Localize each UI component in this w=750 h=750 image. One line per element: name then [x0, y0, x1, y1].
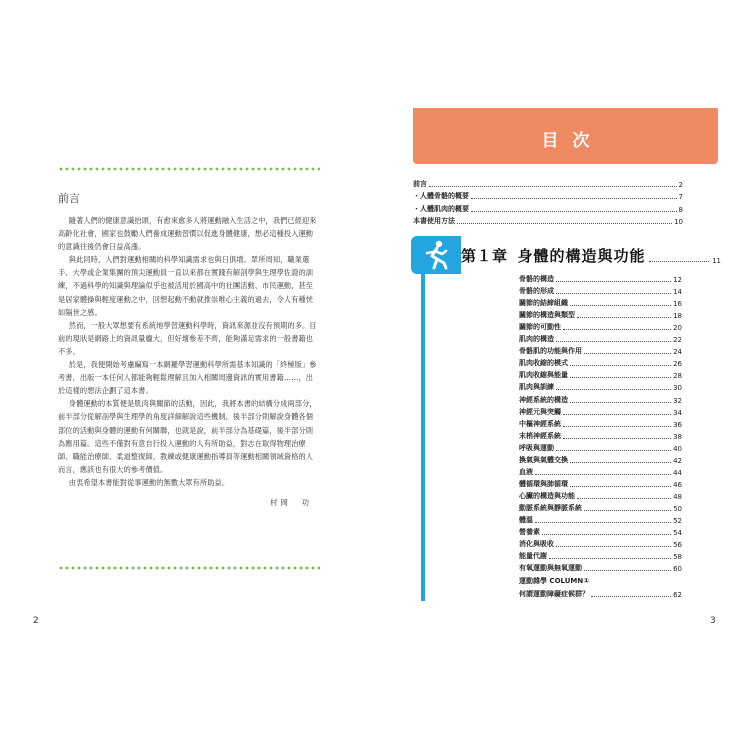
decorative-dotted-line-bottom: [58, 566, 320, 570]
dot-leader: [556, 341, 671, 342]
section-page: 42: [673, 456, 682, 465]
toc-title: 目次: [541, 131, 604, 151]
chapter-heading[interactable]: [461, 245, 721, 266]
section-label: 血液: [519, 467, 533, 476]
chapter-badge: [411, 236, 461, 274]
section-page: 48: [673, 492, 682, 501]
dot-leader: [570, 365, 671, 366]
section-label: 末梢神經系統: [519, 431, 561, 440]
preface-paragraph: 於是，我便開始考慮編寫一本網羅學習運動科學所需基本知識的「終極版」參考書，出版一本任何人都能夠輕鬆理解且加入相關周邊資訊的實用書籍……，出於這樣的想法企劃了這本書。: [58, 360, 317, 396]
section-page: 56: [673, 541, 682, 550]
toc-front-entries: [413, 176, 683, 226]
section-page: 12: [673, 276, 682, 285]
section-page: 14: [673, 288, 682, 297]
toc-entry-page: 10: [674, 218, 683, 227]
toc-entry-label: ・人體肌肉的概要: [413, 204, 469, 213]
column-entry[interactable]: [519, 576, 682, 599]
section-label: 換氣與氣體交換: [519, 455, 568, 464]
section-label: 中樞神經系統: [519, 419, 561, 428]
section-page: 30: [673, 384, 682, 393]
dot-leader: [584, 353, 671, 354]
dot-leader: [535, 522, 671, 523]
toc-entry-page: 7: [678, 193, 683, 202]
toc-section-entry[interactable]: [519, 549, 682, 561]
dot-leader: [457, 222, 672, 224]
preface-paragraph: 與此同時，人們對運動相關的科學知識需求也與日俱增。眾所周知，職業選手、大學或企業集團的頂尖運動員一直以來都在實踐有解剖學與生理學佐證的訓練，不過科學的知識與理論似乎也被活用於國高中的社團活動、市民運動，甚至是居家體操與輕度運動之中，回想起動不動就推崇唯心主義的過去，令人有種恍如隔世之感。: [58, 255, 314, 317]
dot-leader: [429, 185, 677, 187]
section-label: 心臟的構造與功能: [519, 491, 575, 500]
section-label: 關節的結締組織: [519, 299, 568, 308]
toc-section-entry[interactable]: [519, 477, 682, 489]
dot-leader: [556, 546, 671, 547]
dot-leader: [570, 462, 671, 463]
dot-leader: [570, 377, 671, 378]
toc-section-entry[interactable]: [519, 284, 682, 296]
chapter-number: 第１章: [461, 247, 508, 265]
section-page: 38: [673, 432, 682, 441]
dot-leader: [584, 570, 671, 571]
dot-leader: [563, 438, 671, 439]
toc-section-entry[interactable]: [519, 441, 682, 453]
toc-section-entry[interactable]: [519, 489, 682, 501]
dot-leader: [584, 510, 671, 511]
column-heading: 運動雜學 COLUMN①: [519, 577, 590, 585]
dot-leader: [563, 414, 671, 415]
section-page: 60: [673, 565, 682, 574]
toc-section-entry[interactable]: [519, 465, 682, 477]
toc-section-entry[interactable]: [519, 272, 682, 284]
toc-section-entry[interactable]: [519, 501, 682, 513]
section-page: 34: [673, 408, 682, 417]
section-label: 體溫: [519, 515, 533, 524]
dot-leader: [570, 402, 671, 403]
dot-leader: [649, 261, 710, 262]
toc-entry[interactable]: [413, 214, 683, 227]
dot-leader: [542, 534, 671, 535]
dot-leader: [556, 389, 671, 390]
section-label: 關節的構造與類型: [519, 311, 575, 320]
toc-entry-label: ・人體骨骼的概要: [413, 192, 469, 201]
toc-section-entry[interactable]: [519, 561, 682, 573]
dot-leader: [556, 281, 671, 282]
section-page: 52: [673, 516, 682, 525]
toc-entry-label: 本書使用方法: [413, 217, 455, 226]
preface-title: 前言: [58, 192, 80, 205]
chapter-vertical-line: [421, 274, 425, 601]
dot-leader: [563, 329, 671, 330]
section-page: 18: [673, 312, 682, 321]
toc-section-entry[interactable]: [519, 296, 682, 308]
dot-leader: [570, 486, 671, 487]
toc-entry[interactable]: [413, 189, 683, 202]
section-label: 能量代謝: [519, 552, 547, 561]
section-label: 神經元與突觸: [519, 407, 561, 416]
toc-section-entry[interactable]: [519, 356, 682, 368]
preface-paragraph: 然而，一般大眾想要有系統地學習運動科學時，資訊來源並沒有預期的多。目前的現狀是網路上的資訊量龐大，但好壞參差不齊，能夠滿足需求的一般書籍也不多。: [58, 320, 317, 356]
toc-section-entry[interactable]: [519, 332, 682, 344]
chapter-page: 11: [712, 257, 721, 265]
section-label: 體循環與肺循環: [519, 479, 568, 488]
toc-section-entry[interactable]: [519, 453, 682, 465]
toc-section-entry[interactable]: [519, 537, 682, 549]
section-page: 28: [673, 372, 682, 381]
section-label: 肌肉與訓練: [519, 383, 554, 392]
toc-section-entry[interactable]: [519, 308, 682, 320]
chapter-section-list: [519, 272, 682, 573]
dot-leader: [471, 210, 677, 212]
toc-section-entry[interactable]: [519, 392, 682, 404]
toc-entry[interactable]: [413, 201, 683, 214]
section-label: 骨骼的形成: [519, 287, 554, 296]
toc-section-entry[interactable]: [519, 320, 682, 332]
section-page: 54: [673, 529, 682, 538]
section-page: 16: [673, 300, 682, 309]
toc-section-entry[interactable]: [519, 405, 682, 417]
section-label: 有氧運動與無氧運動: [519, 564, 582, 573]
author-signature: 村岡 功: [270, 498, 312, 507]
dot-leader: [570, 305, 671, 306]
section-label: 神經系統的構造: [519, 395, 568, 404]
preface-body: [58, 214, 320, 489]
section-page: 44: [673, 468, 682, 477]
section-page: 40: [673, 444, 682, 453]
preface-paragraph: 隨著人們的健康意識抬頭，有愈來愈多人將運動融入生活之中，我們已經迎來高齡化社會，國家也鼓勵人們養成運動習慣以促進身體健康，想必這種投入運動的意識往後仍會日益高漲。: [58, 216, 317, 252]
dot-leader: [556, 293, 671, 294]
section-label: 肌肉的構造: [519, 335, 554, 344]
dot-leader: [471, 197, 677, 199]
column-label: 何謂運動障礙症候群？: [519, 590, 589, 598]
section-label: 關節的可動性: [519, 323, 561, 332]
section-label: 肌肉收縮的模式: [519, 359, 568, 368]
toc-section-entry[interactable]: [519, 417, 682, 429]
dot-leader: [577, 317, 671, 318]
page-number-left: 2: [33, 616, 39, 626]
section-label: 肌肉收縮與能量: [519, 371, 568, 380]
toc-header-banner: [413, 108, 718, 164]
section-label: 骨骼肌的功能與作用: [519, 347, 582, 356]
page-number-right: 3: [710, 616, 716, 626]
toc-entry-page: 2: [678, 180, 683, 189]
preface-paragraph: 由衷希望本書能對從事運動的無數大眾有所助益。: [68, 477, 230, 487]
section-page: 50: [673, 504, 682, 513]
column-page: 62: [673, 591, 682, 599]
toc-section-entry[interactable]: [519, 429, 682, 441]
section-page: 22: [673, 336, 682, 345]
section-page: 32: [673, 396, 682, 405]
preface-paragraph: 身體運動的本質便是肌肉與關節的活動，因此，我將本書的結構分成兩部分，前半部分從解剖學與生理學的角度詳細解說這些機制，後半部分則解說身體各個部位的活動與身體的運動有何關聯，也就是說，前半部分為基礎篇，後半部分則為應用篇。這些不僅對有意自行投入運動的人有所助益，對志在取得物理治療師、職能治療師、柔道整復師、教練或健康運動指導員等運動相關領域資格的人而言，應該也有很大的參考價值。: [58, 399, 317, 474]
dot-leader: [563, 426, 671, 427]
column-row: [519, 587, 682, 599]
toc-entry[interactable]: [413, 176, 683, 189]
dot-leader: [577, 498, 671, 499]
section-label: 消化與吸收: [519, 540, 554, 549]
section-page: 26: [673, 360, 682, 369]
decorative-dotted-line-top: [58, 167, 320, 171]
toc-entry-page: 8: [678, 205, 683, 214]
chapter-title: 身體的構造與功能: [517, 247, 646, 265]
toc-section-entry[interactable]: [519, 344, 682, 356]
toc-section-entry[interactable]: [519, 525, 682, 537]
toc-section-entry[interactable]: [519, 513, 682, 525]
dot-leader: [591, 596, 671, 597]
dot-leader: [549, 558, 671, 559]
dot-leader: [535, 474, 671, 475]
section-label: 動脈系統與靜脈系統: [519, 503, 582, 512]
toc-section-entry[interactable]: [519, 368, 682, 380]
toc-section-entry[interactable]: [519, 380, 682, 392]
running-person-icon: [420, 239, 452, 271]
section-page: 24: [673, 348, 682, 357]
section-page: 46: [673, 480, 682, 489]
section-page: 36: [673, 420, 682, 429]
section-label: 營養素: [519, 528, 540, 537]
section-label: 呼吸與運動: [519, 443, 554, 452]
dot-leader: [556, 450, 671, 451]
section-page: 58: [673, 553, 682, 562]
toc-entry-label: 前言: [413, 179, 427, 188]
section-page: 20: [673, 324, 682, 333]
section-label: 骨骼的構造: [519, 275, 554, 284]
